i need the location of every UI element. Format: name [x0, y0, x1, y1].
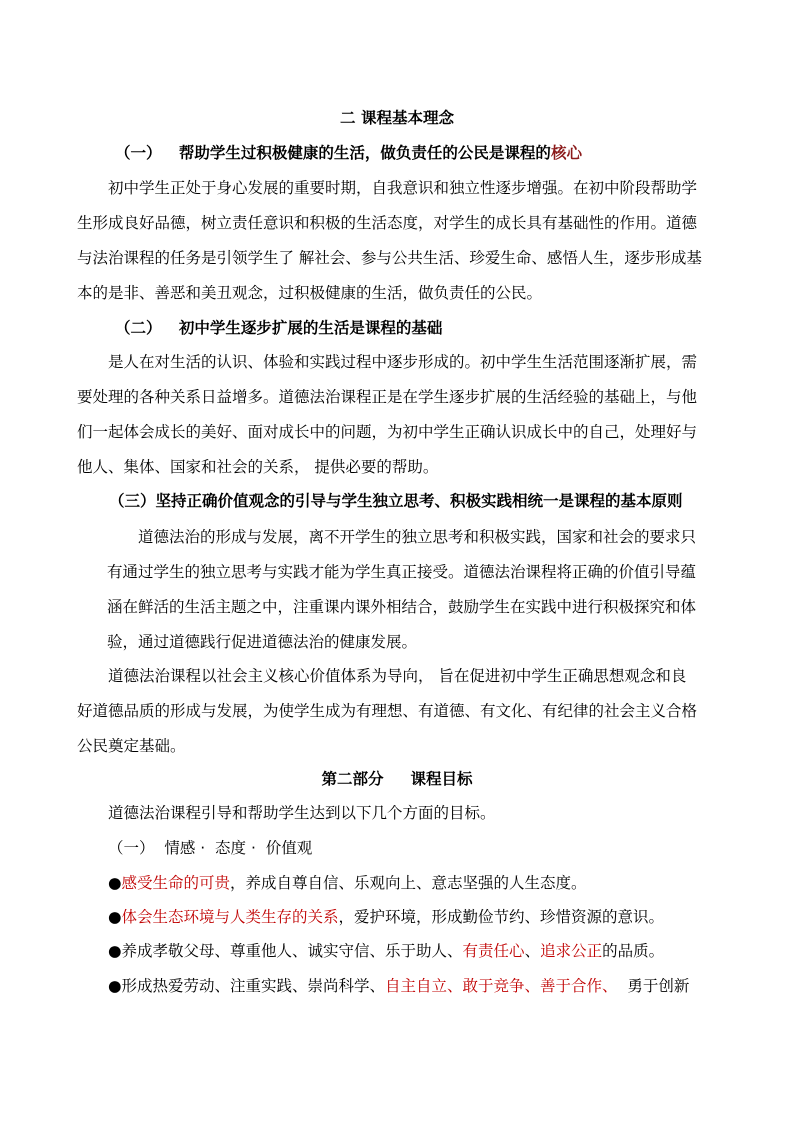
bullet-icon: ●	[108, 874, 122, 892]
paragraph-1-line-1: 初中学生正处于身心发展的重要时期，自我意识和独立性逐步增强。在初中阶段帮助学	[108, 179, 698, 197]
paragraph-3-line-2: 有通过学生的独立思考与实践才能为学生真正接受。道德法治课程将正确的价值引导蕴	[107, 563, 697, 581]
paragraph-2-line-4: 他人、集体、国家和社会的关系， 提供必要的帮助。	[77, 458, 439, 476]
subheading-2-text: 初中学生逐步扩展的生活是课程的基础	[178, 319, 443, 337]
paragraph-2-line-2: 要处理的各种关系日益增多。道德法治课程正是在学生逐步扩展的生活经验的基础上，与他	[77, 388, 698, 406]
part-title: 第二部分 课程目标	[321, 770, 473, 788]
paragraph-4-line-1: 道德法治课程以社会主义核心价值体系为导向， 旨在促进初中学生正确思想观念和良	[108, 667, 687, 685]
bullet-icon: ●	[108, 977, 122, 995]
subheading-1-text: 帮助学生过积极健康的生活，做负责任的公民是课程的	[178, 144, 551, 162]
bullet-icon: ●	[108, 942, 122, 960]
paragraph-4-line-3: 公民奠定基础。	[77, 737, 186, 755]
goal-bullet-2-highlight: 体会生态环境与人类生存的关系	[121, 908, 339, 926]
paragraph-2-line-3: 们一起体会成长的美好、面对成长中的问题，为初中学生正确认识成长中的自己，处理好与	[77, 423, 698, 441]
goal-bullet-4-highlight: 自主自立、敢于竞争、善于合作、	[385, 977, 618, 995]
subheading-3: （三）坚持正确价值观念的引导与学生独立思考、积极实践相统一是课程的基本原则	[109, 492, 683, 510]
goal-bullet-1	[108, 872, 587, 894]
subheading-2-number: （二）	[115, 319, 162, 337]
goal-bullet-4-end: 勇于创新	[617, 977, 690, 995]
paragraph-1-line-2: 生形成良好品德，树立责任意识和积极的生活态度，对学生的成长具有基础性的作用。道德	[77, 214, 698, 232]
goal-bullet-1-text: ，养成自尊自信、乐观向上、意志坚强的人生态度。	[230, 874, 587, 892]
goal-bullet-2	[108, 906, 664, 928]
subheading-2	[115, 317, 442, 339]
goal-bullet-3-highlight-1: 有责任心	[462, 942, 525, 960]
goal-bullet-1-highlight: 感受生命的可贵	[121, 874, 231, 892]
goals-intro: 道德法治课程引导和帮助学生达到以下几个方面的目标。	[108, 804, 496, 822]
paragraph-4-line-2: 好道德品质的形成与发展，为使学生成为有理想、有道德、有文化、有纪律的社会主义合格	[77, 702, 698, 720]
paragraph-3-line-4: 验，通过道德践行促进道德法治的健康发展。	[107, 633, 418, 651]
subheading-1-number: （一）	[115, 144, 162, 162]
paragraph-2-line-1: 是人在对生活的认识、体验和实践过程中逐步形成的。初中学生生活范围逐渐扩展，需	[108, 353, 698, 371]
goal-bullet-3-highlight-2: 追求公正	[540, 942, 603, 960]
bullet-icon: ●	[108, 908, 122, 926]
goal-bullet-3-separator: 、	[524, 942, 541, 960]
paragraph-1-line-4: 本的是非、善恶和美丑观念，过积极健康的生活，做负责任的公民。	[77, 284, 543, 302]
goal-bullet-4	[108, 975, 689, 997]
section-title: 二 课程基本理念	[340, 109, 454, 127]
goal-bullet-3-text: 养成孝敬父母、尊重他人、诚实守信、乐于助人、	[121, 942, 463, 960]
paragraph-3-line-1: 道德法治的形成与发展，离不开学生的独立思考和积极实践，国家和社会的要求只	[138, 528, 697, 546]
paragraph-3-line-3: 涵在鲜活的生活主题之中，注重课内课外相结合，鼓励学生在实践中进行积极探究和体	[107, 598, 697, 616]
subheading-1-highlight: 核心	[550, 144, 582, 162]
goal-bullet-3-end: 的品质。	[602, 942, 665, 960]
goal-bullet-4-text: 形成热爱劳动、注重实践、崇尚科学、	[121, 977, 386, 995]
paragraph-1-line-3: 与法治课程的任务是引领学生了 解社会、参与公共生活、珍爱生命、感悟人生，逐步形成基	[77, 249, 702, 267]
goal-bullet-3	[108, 940, 664, 962]
subheading-1	[115, 142, 582, 164]
goals-subheading-1: （一） 情感 · 态度 · 价值观	[108, 839, 313, 857]
goal-bullet-2-text: ，爱护环境，形成勤俭节约、珍惜资源的意识。	[338, 908, 665, 926]
